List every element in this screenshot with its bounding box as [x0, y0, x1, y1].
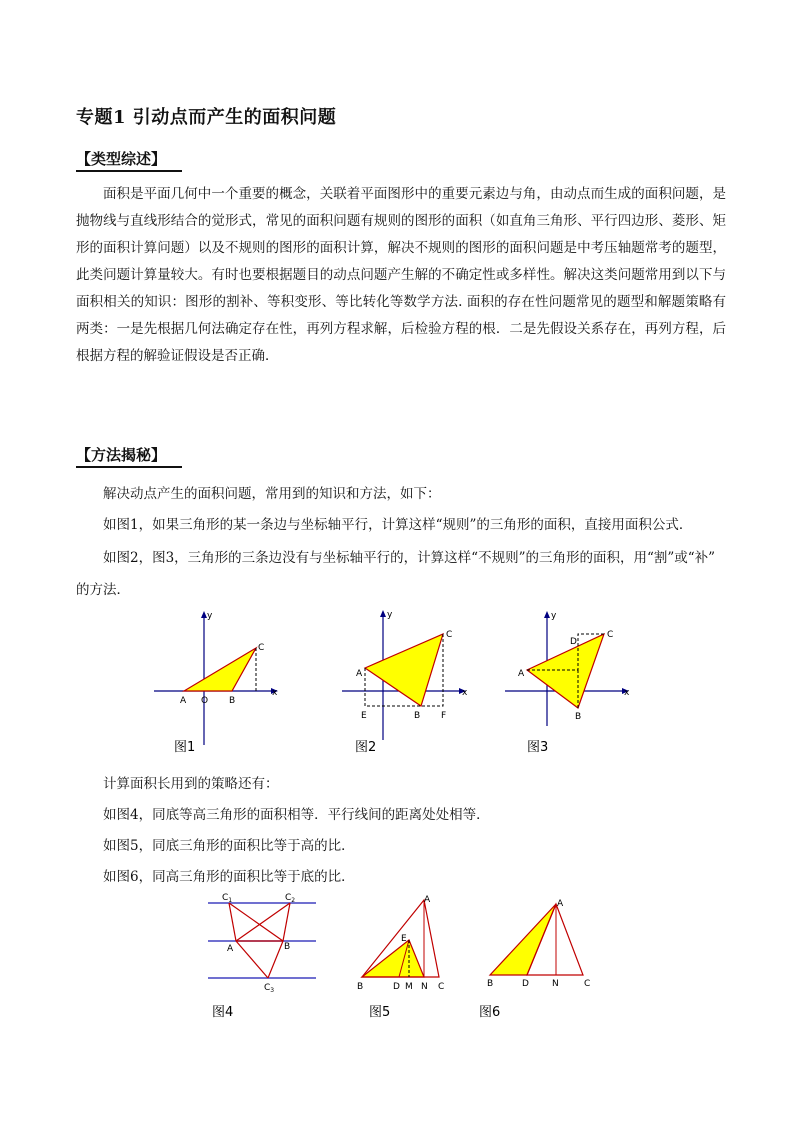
section-heading-overview: 【类型综述】 [76, 150, 167, 168]
method-line: 如图5，同底三角形的面积比等于高的比． [103, 838, 355, 854]
figure-3-caption: 图3 [527, 740, 549, 755]
segment [236, 941, 268, 978]
label-c2: $C_2$ [285, 893, 296, 904]
method-line: 如图6，同高三角形的面积比等于底的比． [103, 869, 355, 885]
label-y: y [551, 611, 557, 621]
label-o: O [201, 696, 209, 706]
label-a: A [557, 899, 564, 909]
label-c: C [258, 643, 265, 653]
label-c: C [584, 979, 591, 989]
label-y: y [207, 611, 213, 621]
label-c: C [607, 630, 614, 640]
triangle-abc [184, 648, 256, 691]
figure-5-caption: 图5 [369, 1005, 391, 1020]
figure-4 [208, 893, 316, 994]
section-underline [76, 466, 182, 468]
figure-3 [505, 611, 630, 726]
label-m: M [405, 982, 413, 992]
figure-5 [357, 895, 444, 992]
figure-1-caption: 图1 [174, 740, 196, 755]
label-a: A [356, 669, 363, 679]
figure-2-caption: 图2 [355, 740, 377, 755]
method-line: 计算面积长用到的策略还有： [103, 776, 279, 792]
label-f: F [441, 711, 447, 721]
segment [236, 903, 290, 941]
label-b: B [487, 979, 494, 989]
method-line: 如图2，图3，三角形的三条边没有与坐标轴平行的，计算这样“不规则”的三角形的面积，用“割”或“补” [103, 550, 716, 566]
label-x: x [462, 688, 468, 698]
method-line: 解决动点产生的面积问题，常用到的知识和方法，如下： [103, 486, 441, 502]
label-c: C [438, 982, 445, 992]
area-strategy-figures-row [0, 885, 794, 1025]
label-x: x [272, 688, 278, 698]
method-line: 如图1，如果三角形的某一条边与坐标轴平行，计算这样“规则”的三角形的面积，直接用面积公式． [103, 517, 693, 533]
section-heading-methods: 【方法揭秘】 [76, 446, 167, 464]
page-title: 专题1 引动点而产生的面积问题 [76, 107, 337, 128]
segment [268, 941, 283, 978]
label-a: A [180, 696, 187, 706]
triangle-abd [490, 904, 556, 975]
triangle-abc [527, 634, 604, 708]
triangle-ebc [362, 940, 424, 977]
label-x: x [624, 688, 630, 698]
label-b: B [414, 711, 421, 721]
label-e: E [361, 711, 367, 721]
label-n: N [552, 979, 559, 989]
label-d: D [522, 979, 529, 989]
method-line: 如图4，同底等高三角形的面积相等．平行线间的距离处处相等． [103, 807, 490, 823]
figure-6-caption: 图6 [479, 1005, 501, 1020]
figure-1 [154, 611, 278, 745]
label-a: A [227, 944, 234, 954]
figure-6 [487, 899, 590, 989]
label-d: D [570, 637, 577, 647]
method-line: 的方法． [76, 582, 130, 598]
label-d: D [393, 982, 400, 992]
y-axis-arrow [544, 611, 550, 618]
label-c: C [446, 630, 453, 640]
label-b: B [229, 696, 236, 706]
label-b: B [357, 982, 364, 992]
label-c3: $C_3$ [264, 983, 275, 994]
label-y: y [387, 610, 393, 620]
triangle-abc [365, 634, 443, 706]
figure-2 [342, 610, 468, 740]
label-n: N [421, 982, 428, 992]
label-b: B [575, 712, 582, 722]
label-a: A [518, 669, 525, 679]
label-a: A [424, 895, 431, 905]
overview-paragraph: 面积是平面几何中一个重要的概念，关联着平面图形中的重要元素边与角，由动点而生成的面积问题，是抛物线与直线形结合的觉形式，常见的面积问题有规则的图形的面积（如直角三角形、平行四边形、菱形、矩形的面积计算问题）以及不规则的图形的面积计算，解决不规则的图形的面积问题是中考压轴题常考的题型，此类问题计算量较大。有时也要根据题目的动点问题产生解的不确定性或多样性。解决这类问题常用到以下与面积相关的知识：图形的割补、等积变形、等比转化等数学方法. 面积的存在性问题常见的题型和解题策略有两类：一是先根据几何法确定存在性，再列方程求解，后检验方程的根．二是先假设关系存在，再列方程，后根据方程的解验证假设是否正确． [76, 186, 726, 364]
label-b: B [284, 942, 291, 952]
segment [229, 903, 283, 941]
segment [229, 903, 236, 941]
figure-4-caption: 图4 [212, 1005, 234, 1020]
label-e: E [401, 934, 407, 944]
section-underline [76, 170, 182, 172]
coordinate-figures-row [0, 600, 794, 770]
segment [283, 903, 290, 941]
label-c1: $C_1$ [222, 893, 233, 904]
y-axis-arrow [380, 610, 386, 617]
